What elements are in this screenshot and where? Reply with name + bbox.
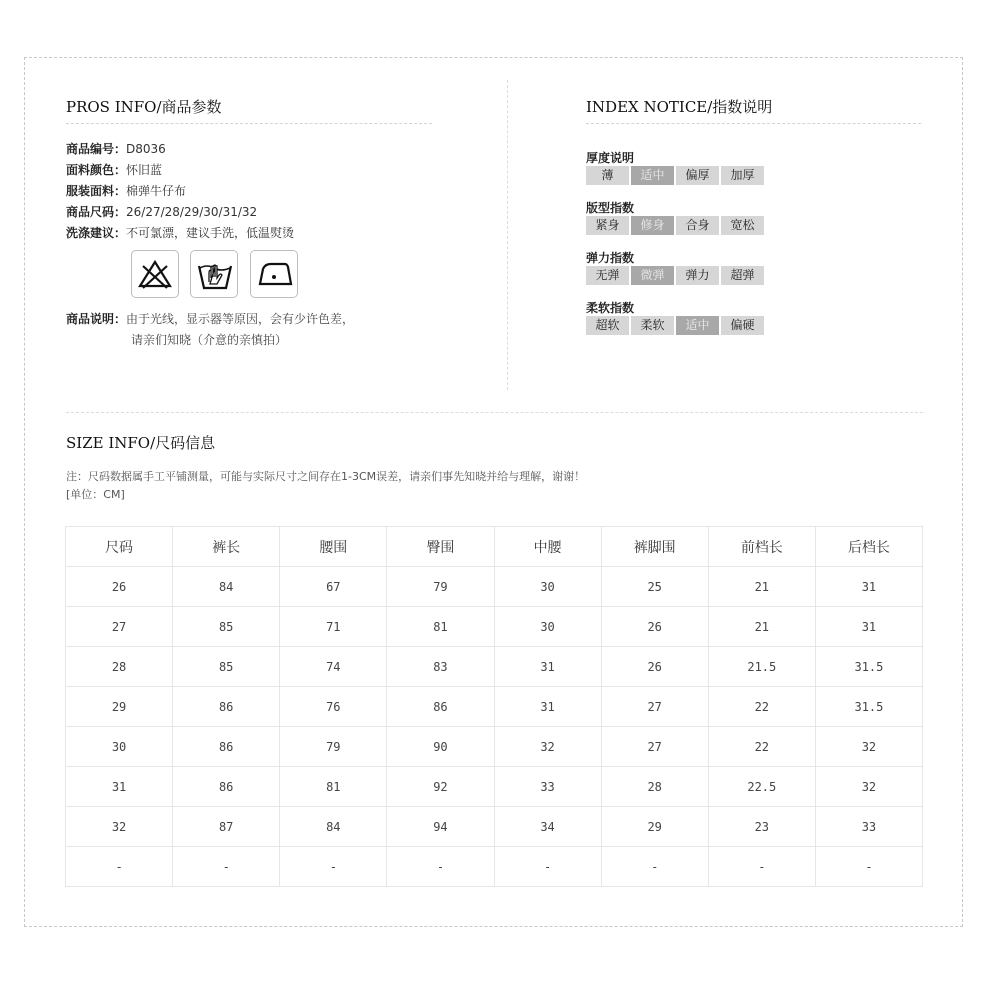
table-cell: 81 (280, 767, 387, 807)
table-cell: 27 (601, 687, 708, 727)
table-cell: 87 (173, 807, 280, 847)
index-option: 偏硬 (721, 316, 764, 335)
size-note-text: 注：尺码数据属手工平铺测量，可能与实际尺寸之间存在1-3CM误差，请亲们事先知晓并给与理解，谢谢！ (66, 470, 586, 483)
table-cell: 23 (708, 807, 815, 847)
table-cell: 86 (387, 687, 494, 727)
table-cell: 33 (494, 767, 601, 807)
no-bleach-icon (131, 250, 179, 298)
table-cell: 29 (66, 687, 173, 727)
index-scale (586, 316, 766, 335)
table-cell: 32 (66, 807, 173, 847)
title-underline (66, 123, 432, 124)
table-cell: 26 (601, 647, 708, 687)
table-cell: 21 (708, 607, 815, 647)
table-row (66, 607, 923, 647)
table-cell: 21 (708, 567, 815, 607)
desc-line-1: 由于光线，显示器等原因，会有少许色差， (126, 312, 355, 326)
table-cell: 31.5 (815, 647, 922, 687)
product-info-list (66, 142, 294, 247)
column-header: 尺码 (66, 527, 173, 567)
table-row (66, 567, 923, 607)
title-underline (586, 123, 921, 124)
info-value: 不可氯漂，建议手洗，低温熨烫 (126, 226, 295, 240)
table-cell: 31 (66, 767, 173, 807)
index-option: 柔软 (631, 316, 674, 335)
table-cell: 21.5 (708, 647, 815, 687)
table-row (66, 807, 923, 847)
column-header: 中腰 (494, 527, 601, 567)
table-cell: 31 (494, 647, 601, 687)
table-cell: 30 (66, 727, 173, 767)
desc-key: 商品说明： (66, 312, 127, 326)
table-cell: 76 (280, 687, 387, 727)
table-row (66, 647, 923, 687)
index-option: 超软 (586, 316, 629, 335)
info-row (66, 184, 294, 205)
horizontal-divider (66, 412, 923, 413)
table-row (66, 847, 923, 887)
table-cell: 30 (494, 567, 601, 607)
column-header: 后档长 (815, 527, 922, 567)
table-cell: 26 (66, 567, 173, 607)
table-cell: - (708, 847, 815, 887)
table-cell: 25 (601, 567, 708, 607)
index-option: 偏厚 (676, 166, 719, 185)
info-key: 商品编号： (66, 142, 127, 156)
info-value: 怀旧蓝 (126, 163, 163, 177)
size-table (65, 526, 923, 887)
table-cell: 86 (173, 727, 280, 767)
table-cell: 31 (494, 687, 601, 727)
table-cell: 32 (815, 727, 922, 767)
table-cell: 86 (173, 687, 280, 727)
index-group-label: 版型指数 (586, 201, 635, 215)
table-cell: 22 (708, 687, 815, 727)
table-cell: 22.5 (708, 767, 815, 807)
index-scale (586, 266, 766, 285)
table-cell: - (173, 847, 280, 887)
table-row (66, 727, 923, 767)
table-cell: 94 (387, 807, 494, 847)
column-header: 臀围 (387, 527, 494, 567)
product-description (66, 309, 354, 351)
info-key: 服装面料： (66, 184, 127, 198)
low-iron-icon (250, 250, 298, 298)
table-row (66, 687, 923, 727)
index-option: 宽松 (721, 216, 764, 235)
column-header: 前档长 (708, 527, 815, 567)
table-cell: 81 (387, 607, 494, 647)
table-cell: 92 (387, 767, 494, 807)
table-cell: - (280, 847, 387, 887)
desc-line-2: 请亲们知晓（介意的亲慎拍） (131, 333, 288, 347)
table-cell: 32 (494, 727, 601, 767)
table-cell: 84 (280, 807, 387, 847)
table-cell: 32 (815, 767, 922, 807)
index-option-selected: 微弹 (631, 266, 674, 285)
table-cell: 85 (173, 647, 280, 687)
table-cell: 29 (601, 807, 708, 847)
table-cell: - (494, 847, 601, 887)
table-cell: 79 (387, 567, 494, 607)
column-header: 裤脚围 (601, 527, 708, 567)
table-cell: 22 (708, 727, 815, 767)
index-option-selected: 适中 (676, 316, 719, 335)
table-cell: 30 (494, 607, 601, 647)
index-option-selected: 修身 (631, 216, 674, 235)
table-cell: 26 (601, 607, 708, 647)
vertical-divider (507, 80, 508, 390)
table-cell: - (66, 847, 173, 887)
index-notice-title: INDEX NOTICE/指数说明 (586, 98, 773, 116)
info-value: 26/27/28/29/30/31/32 (126, 205, 258, 219)
index-scale (586, 216, 766, 235)
size-table-body (66, 567, 923, 887)
table-cell: - (815, 847, 922, 887)
info-key: 商品尺码： (66, 205, 127, 219)
table-cell: 83 (387, 647, 494, 687)
size-table-header (66, 527, 923, 567)
index-option: 无弹 (586, 266, 629, 285)
info-row (66, 142, 294, 163)
info-value: 棉弹牛仔布 (126, 184, 187, 198)
index-option: 加厚 (721, 166, 764, 185)
table-cell: 74 (280, 647, 387, 687)
column-header: 腰围 (280, 527, 387, 567)
table-cell: 28 (66, 647, 173, 687)
index-option: 紧身 (586, 216, 629, 235)
table-cell: 85 (173, 607, 280, 647)
table-cell: 28 (601, 767, 708, 807)
table-cell: 31 (815, 567, 922, 607)
table-cell: 27 (601, 727, 708, 767)
table-cell: 34 (494, 807, 601, 847)
size-unit: [单位：CM] (66, 488, 125, 501)
table-cell: 71 (280, 607, 387, 647)
index-option: 合身 (676, 216, 719, 235)
table-cell: 67 (280, 567, 387, 607)
table-cell: 84 (173, 567, 280, 607)
table-cell: - (601, 847, 708, 887)
index-option-selected: 适中 (631, 166, 674, 185)
info-key: 洗涤建议： (66, 226, 127, 240)
index-group-label: 柔软指数 (586, 301, 635, 315)
table-row (66, 767, 923, 807)
pros-info-title: PROS INFO/商品参数 (66, 98, 222, 116)
index-group-label: 厚度说明 (586, 151, 635, 165)
table-cell: - (387, 847, 494, 887)
table-cell: 86 (173, 767, 280, 807)
index-option: 超弹 (721, 266, 764, 285)
index-scale (586, 166, 766, 185)
index-option: 薄 (586, 166, 629, 185)
table-cell: 31 (815, 607, 922, 647)
table-cell: 27 (66, 607, 173, 647)
table-cell: 90 (387, 727, 494, 767)
table-cell: 31.5 (815, 687, 922, 727)
info-row (66, 205, 294, 226)
size-note (66, 468, 585, 504)
size-info-title: SIZE INFO/尺码信息 (66, 434, 216, 452)
hand-wash-icon (190, 250, 238, 298)
info-value: D8036 (126, 142, 166, 156)
table-cell: 33 (815, 807, 922, 847)
info-key: 面料颜色： (66, 163, 127, 177)
index-group-label: 弹力指数 (586, 251, 635, 265)
table-cell: 79 (280, 727, 387, 767)
index-option: 弹力 (676, 266, 719, 285)
info-row (66, 163, 294, 184)
column-header: 裤长 (173, 527, 280, 567)
info-row (66, 226, 294, 247)
